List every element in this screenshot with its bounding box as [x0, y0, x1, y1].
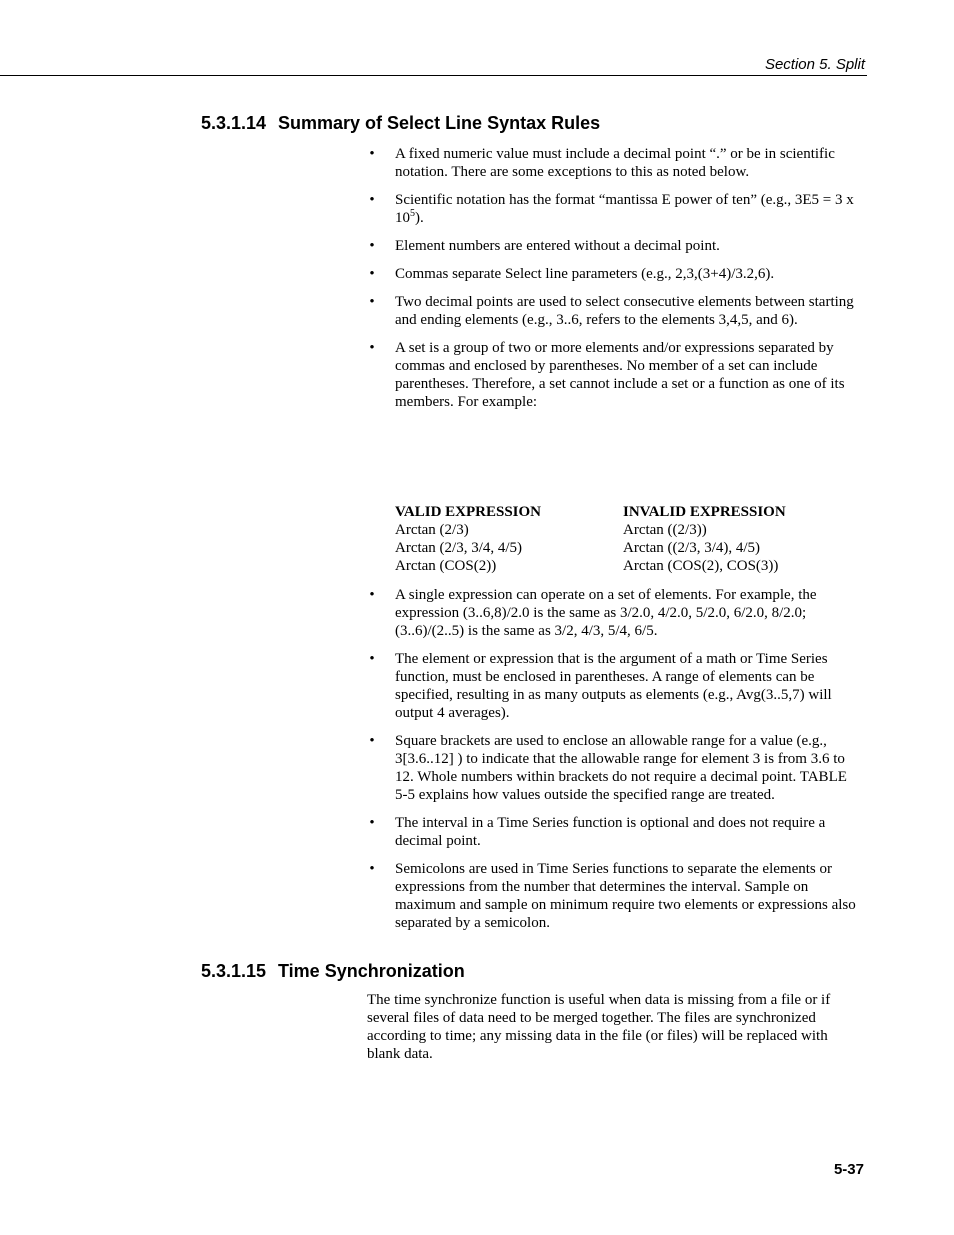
- invalid-cell: Arctan ((2/3)): [623, 522, 707, 538]
- list-item: [367, 237, 857, 255]
- list-item: [367, 191, 857, 227]
- invalid-cell: Arctan (COS(2), COS(3)): [623, 558, 779, 574]
- list-item-text: A set is a group of two or more elements and/or expressions separated by commas and enclosed by parentheses. No member of a set can include parentheses. Therefore, a set cannot include a set or a function as one of its members. For example:: [395, 340, 845, 410]
- list-item-text: A fixed numeric value must include a decimal point “.” or be in scientific notation. There are some exceptions to this as noted below.: [395, 146, 835, 180]
- list-item: [367, 586, 857, 640]
- bullet-dot: •: [369, 146, 375, 162]
- list-item: [367, 814, 857, 850]
- bullet-dot: •: [369, 266, 375, 282]
- section-number: 5.3.1.15: [201, 961, 267, 981]
- table-header-row: [395, 503, 786, 521]
- valid-cell: Arctan (2/3): [395, 522, 469, 538]
- list-item-text: Two decimal points are used to select consecutive elements between starting and ending elements (e.g., 3..6, refers to the elements 3,4,5, and 6).: [395, 294, 854, 328]
- list-item: [367, 293, 857, 329]
- page-number: 5-37: [833, 1161, 864, 1178]
- list-item: [367, 860, 857, 932]
- list-item-text: Element numbers are entered without a decimal point.: [395, 238, 720, 254]
- bullet-dot: •: [369, 587, 375, 603]
- bullet-dot: •: [369, 815, 375, 831]
- list-item: [367, 339, 857, 411]
- bullet-dot: •: [369, 340, 375, 356]
- section-number: 5.3.1.14: [201, 113, 267, 133]
- table-row: [395, 557, 786, 575]
- running-header: Section 5. Split: [764, 56, 865, 73]
- bullet-dot: •: [369, 733, 375, 749]
- list-item: [367, 145, 857, 181]
- table-row: [395, 539, 786, 557]
- bullet-dot: •: [369, 238, 375, 254]
- section-title: Summary of Select Line Syntax Rules: [278, 113, 601, 133]
- section-title: Time Synchronization: [278, 961, 465, 981]
- expression-table: [395, 503, 786, 575]
- section-heading-5-3-1-14: [201, 113, 600, 134]
- list-item-text: The element or expression that is the argument of a math or Time Series function, must be enclosed in parentheses. A range of elements can be specified, resulting in as many outputs as elements (e.g., Avg(3..5,7) will output 4 averages).: [395, 651, 832, 721]
- bullet-dot: •: [369, 294, 375, 310]
- list-item-text-tail: ).: [415, 210, 424, 226]
- list-item: [367, 650, 857, 722]
- section-heading-5-3-1-15: [201, 961, 465, 982]
- list-item-text: The interval in a Time Series function is optional and does not require a decimal point.: [395, 815, 826, 849]
- bullet-dot: •: [369, 861, 375, 877]
- list-item-text: Scientific notation has the format “mantissa E power of ten” (e.g., 3E5 = 3 x 10: [395, 192, 854, 226]
- list-item-text: Semicolons are used in Time Series functions to separate the elements or expressions from the number that determines the interval. Sample on maximum and sample on minimum require two elements or expressions also separated by a semicolon.: [395, 861, 856, 931]
- list-item-text: A single expression can operate on a set of elements. For example, the expression (3..6,8)/2.0 is the same as 3/2.0, 4/2.0, 5/2.0, 6/2.0, 8/2.0; (3..6)/(2..5) is the same as 3/2, 4/3, 5/4, 6/5.: [395, 587, 817, 639]
- invalid-cell: Arctan ((2/3, 3/4), 4/5): [623, 540, 761, 556]
- list-item-text: Square brackets are used to enclose an allowable range for a value (e.g., 3[3.6..12] ) to indicate that the allowable range for element 3 is from 3.6 to 12. Whole numbers within brackets do not require a decimal point. TABLE 5-5 explains how values outside the specified range are treated.: [395, 733, 847, 803]
- table-row: [395, 521, 786, 539]
- bullet-dot: •: [369, 192, 375, 208]
- header-rule: [0, 75, 867, 76]
- syntax-rules-list-b: [367, 586, 857, 942]
- bullet-dot: •: [369, 651, 375, 667]
- superscript-exponent: 5: [410, 208, 415, 219]
- list-item: [367, 265, 857, 283]
- syntax-rules-list-a: [367, 145, 857, 421]
- valid-header: VALID EXPRESSION: [395, 504, 542, 520]
- list-item: [367, 732, 857, 804]
- invalid-header: INVALID EXPRESSION: [623, 504, 786, 520]
- valid-cell: Arctan (COS(2)): [395, 558, 497, 574]
- list-item-text: Commas separate Select line parameters (e.g., 2,3,(3+4)/3.2,6).: [395, 266, 775, 282]
- valid-cell: Arctan (2/3, 3/4, 4/5): [395, 540, 523, 556]
- time-sync-paragraph: The time synchronize function is useful when data is missing from a file or if several files of data need to be merged together. The files are synchronized according to time; any missing data in the file (or files) will be replaced with blank data.: [367, 992, 831, 1062]
